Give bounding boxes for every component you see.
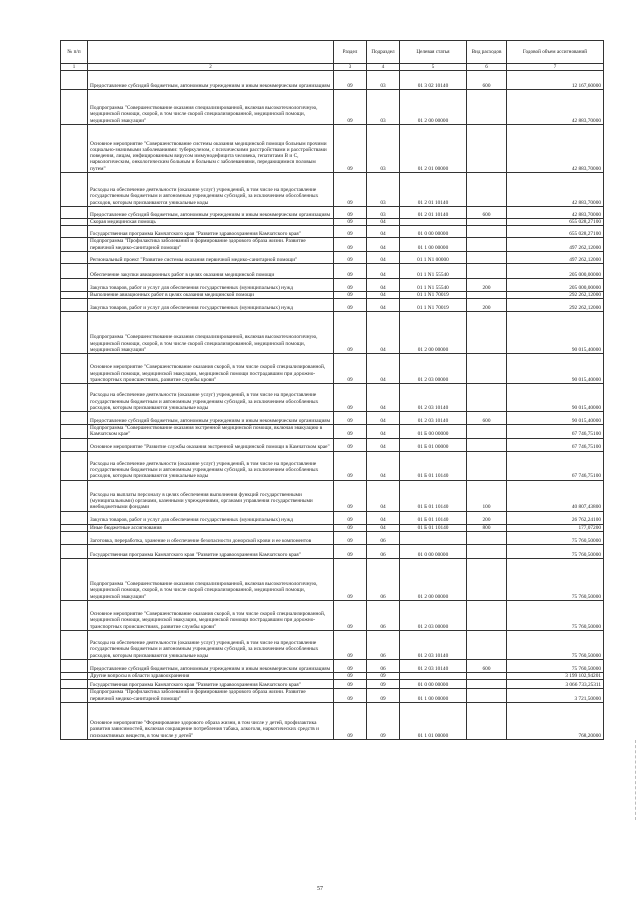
amount-value: 42 883,70000	[507, 173, 604, 207]
expense-type	[467, 291, 507, 298]
table-row	[61, 689, 604, 703]
table-row	[61, 299, 604, 312]
num-cell	[61, 673, 88, 680]
item-name: Основное мероприятие "Совершенствование системы оказания медицинской помощи больным прочими социально-значимыми заболеваниями: туберкулезом, с психическими расстройствами и расстройствами поведения, лицам, инфицированным вирусом иммунодефицита человека, гепатитами B и C, наркологическим, онкологическим больным и больным с заболеваниями, передающимися половым путем"	[88, 125, 334, 173]
amount-value: 75 760,50000	[507, 601, 604, 631]
table-row	[61, 173, 604, 207]
table-row	[61, 480, 604, 511]
expense-type: 200	[467, 278, 507, 291]
item-name: Обеспечение закупки авиационных работ в целях оказания медицинской помощи	[88, 263, 334, 278]
section-code: 09	[334, 354, 367, 384]
amount-value: 67 746,75100	[507, 425, 604, 439]
amount-value: 12 167,60000	[507, 71, 604, 90]
amount-value: 42 883,70000	[507, 125, 604, 173]
column-number: 1	[61, 64, 88, 71]
table-row	[61, 263, 604, 278]
table-row	[61, 532, 604, 545]
target-article: 01 Б 01 10140	[400, 524, 467, 531]
item-name: Основное мероприятие "Совершенствование оказания скорой, в том числе скорой специализированной, медицинской помощи, медицинской эвакуации, медицинской помощи пострадавшим при дорожно-транспортных происшествиях, развитие службы крови"	[88, 601, 334, 631]
item-name: Выполнение авиационных работ в целях оказания медицинской помощи	[88, 291, 334, 298]
target-article: 01 2 03 10140	[400, 660, 467, 673]
num-cell	[61, 312, 88, 354]
amount-value: 3 199 102,94201	[507, 673, 604, 680]
target-article: 01 Б 01 00000	[400, 438, 467, 451]
column-number: 7	[507, 64, 604, 71]
item-name: Закупка товаров, работ и услуг для обеспечения государственных (муниципальных) нужд	[88, 299, 334, 312]
target-article: 01 2 00 00000	[400, 90, 467, 125]
target-article: 01 2 03 10140	[400, 412, 467, 425]
num-cell	[61, 451, 88, 480]
num-cell	[61, 660, 88, 673]
amount-value: 67 746,75100	[507, 438, 604, 451]
expense-type	[467, 438, 507, 451]
section-code: 09	[334, 511, 367, 524]
column-number: 2	[88, 64, 334, 71]
section-code: 09	[334, 689, 367, 703]
expense-type	[467, 125, 507, 173]
num-cell	[61, 251, 88, 263]
item-name: Предоставление субсидий бюджетным, автономным учреждениям и иным некоммерческим организациям	[88, 660, 334, 673]
subsection-code: 04	[367, 438, 400, 451]
target-article	[400, 219, 467, 226]
subsection-code: 09	[367, 680, 400, 689]
num-cell	[61, 524, 88, 531]
item-name: Подпрограмма "Совершенствование оказания экстренной медицинской помощи, включая эвакуацию в Камчатском крае"	[88, 425, 334, 439]
item-name: Основное мероприятие "Развитие службы оказания экстренной медицинской помощи в Камчатском крае"	[88, 438, 334, 451]
table-row	[61, 384, 604, 412]
amount-value: 42 883,70000	[507, 90, 604, 125]
subsection-code: 06	[367, 660, 400, 673]
amount-value: 90 015,40000	[507, 312, 604, 354]
num-cell	[61, 631, 88, 660]
item-name: Основное мероприятие "Совершенствование оказания скорой, в том числе скорой специализированной, медицинской помощи, медицинской эвакуации, медицинской помощи пострадавшим при дорожно-транспортных происшествиях, развитие службы крови"	[88, 354, 334, 384]
subsection-code: 04	[367, 312, 400, 354]
expense-type	[467, 532, 507, 545]
expense-type	[467, 631, 507, 660]
subsection-code: 03	[367, 173, 400, 207]
expense-type	[467, 238, 507, 252]
section-code: 09	[334, 90, 367, 125]
target-article: 01 2 00 00000	[400, 559, 467, 601]
expense-type	[467, 251, 507, 263]
table-row	[61, 90, 604, 125]
item-name: Подпрограмма "Профилактика заболеваний и формирование здорового образа жизни. Развитие первичной медико-санитарной помощи"	[88, 238, 334, 252]
expense-type	[467, 425, 507, 439]
num-cell	[61, 354, 88, 384]
item-name: Государственная программа Камчатского края "Развитие здравоохранения Камчатского края"	[88, 226, 334, 238]
target-article	[400, 532, 467, 545]
amount-value: 655 028,27100	[507, 219, 604, 226]
expense-type	[467, 680, 507, 689]
section-code: 09	[334, 173, 367, 207]
expense-type	[467, 702, 507, 739]
num-cell	[61, 278, 88, 291]
subsection-code: 03	[367, 125, 400, 173]
num-cell	[61, 702, 88, 739]
item-name: Другие вопросы в области здравоохранения	[88, 673, 334, 680]
target-article	[400, 673, 467, 680]
amount-value: 75 760,50000	[507, 559, 604, 601]
item-name: Государственная программа Камчатского края "Развитие здравоохранения Камчатского края"	[88, 680, 334, 689]
subsection-code: 03	[367, 207, 400, 219]
column-number: 3	[334, 64, 367, 71]
subsection-code: 06	[367, 532, 400, 545]
expense-type: 200	[467, 299, 507, 312]
expense-type	[467, 226, 507, 238]
num-cell	[61, 299, 88, 312]
expense-type	[467, 451, 507, 480]
amount-value: 177,07200	[507, 524, 604, 531]
header-subsection: Подраздел	[367, 41, 400, 64]
num-cell	[61, 71, 88, 90]
num-cell	[61, 412, 88, 425]
section-code: 09	[334, 425, 367, 439]
subsection-code: 04	[367, 238, 400, 252]
header-section: Раздел	[334, 41, 367, 64]
amount-value: 75 760,50000	[507, 660, 604, 673]
section-code: 09	[334, 251, 367, 263]
amount-value: 90 015,40000	[507, 384, 604, 412]
amount-value: 75 760,50000	[507, 545, 604, 559]
subsection-code: 04	[367, 451, 400, 480]
num-cell	[61, 291, 88, 298]
target-article: 01 0 00 00000	[400, 680, 467, 689]
subsection-code: 09	[367, 702, 400, 739]
num-cell	[61, 238, 88, 252]
item-name: Подпрограмма "Совершенствование оказания специализированной, включая высокотехнологичную, медицинской помощи, скорой, в том числе скорой специализированной, медицинской помощи, медицинской эвакуации"	[88, 559, 334, 601]
header-name	[88, 41, 334, 64]
subsection-code: 09	[367, 689, 400, 703]
num-cell	[61, 689, 88, 703]
num-cell	[61, 384, 88, 412]
target-article: 01 2 01 10140	[400, 173, 467, 207]
section-code: 09	[334, 278, 367, 291]
target-article: 01 1 N1 70019	[400, 291, 467, 298]
scan-edge-mark	[634, 740, 636, 820]
amount-value: 497 262,12000	[507, 251, 604, 263]
table-row	[61, 660, 604, 673]
header-exptype: Вид расходов	[467, 41, 507, 64]
expense-type: 200	[467, 511, 507, 524]
expense-type: 600	[467, 71, 507, 90]
expense-type	[467, 559, 507, 601]
target-article: 01 2 03 00000	[400, 601, 467, 631]
table-row	[61, 354, 604, 384]
header-num: № п/п	[61, 41, 88, 64]
num-cell	[61, 173, 88, 207]
expense-type: 100	[467, 480, 507, 511]
target-article: 01 Б 01 10140	[400, 480, 467, 511]
target-article: 01 1 N1 55540	[400, 263, 467, 278]
target-article: 01 2 01 00000	[400, 125, 467, 173]
subsection-code: 06	[367, 559, 400, 601]
item-name: Расходы на обеспечение деятельности (оказание услуг) учреждений, в том числе на предоставление государственным бюджетным и автономным учреждениям субсидий, за исключением обособленных расходов, которым присваиваются уникальные коды	[88, 384, 334, 412]
subsection-code: 06	[367, 631, 400, 660]
section-code: 09	[334, 71, 367, 90]
amount-value: 292 262,12000	[507, 299, 604, 312]
subsection-code: 04	[367, 219, 400, 226]
target-article: 01 1 N1 70019	[400, 299, 467, 312]
table-row	[61, 524, 604, 531]
table-body	[61, 71, 604, 740]
subsection-code: 04	[367, 354, 400, 384]
column-number: 6	[467, 64, 507, 71]
target-article: 01 1 N1 55540	[400, 278, 467, 291]
subsection-code: 03	[367, 71, 400, 90]
num-cell	[61, 545, 88, 559]
section-code: 09	[334, 559, 367, 601]
table-row	[61, 125, 604, 173]
subsection-code: 04	[367, 226, 400, 238]
expense-type	[467, 601, 507, 631]
item-name: Скорая медицинская помощь	[88, 219, 334, 226]
amount-value: 3 721,50000	[507, 689, 604, 703]
num-cell	[61, 90, 88, 125]
table-row	[61, 545, 604, 559]
amount-value: 90 015,40000	[507, 412, 604, 425]
expense-type: 600	[467, 207, 507, 219]
table-row	[61, 559, 604, 601]
target-article: 01 1 00 00000	[400, 238, 467, 252]
section-code: 09	[334, 601, 367, 631]
target-article: 01 3 02 10140	[400, 71, 467, 90]
item-name: Предоставление субсидий бюджетным, автономным учреждениям и иным некоммерческим организациям	[88, 71, 334, 90]
num-cell	[61, 263, 88, 278]
section-code: 09	[334, 524, 367, 531]
amount-value: 205 000,00000	[507, 278, 604, 291]
target-article: 01 Б 00 00000	[400, 425, 467, 439]
header-target: Целевая статья	[400, 41, 467, 64]
subsection-code: 04	[367, 511, 400, 524]
amount-value: 497 262,12000	[507, 238, 604, 252]
column-number: 4	[367, 64, 400, 71]
section-code: 09	[334, 673, 367, 680]
section-code: 09	[334, 451, 367, 480]
table-row	[61, 219, 604, 226]
budget-table	[60, 40, 604, 740]
item-name: Предоставление субсидий бюджетным, автономным учреждениям и иным некоммерческим организациям	[88, 412, 334, 425]
subsection-code: 04	[367, 263, 400, 278]
amount-value: 3 066 733,25311	[507, 680, 604, 689]
table-row	[61, 451, 604, 480]
table-row	[61, 412, 604, 425]
expense-type	[467, 689, 507, 703]
item-name: Расходы на обеспечение деятельности (оказание услуг) учреждений, в том числе на предоставление государственным бюджетным и автономным учреждениям субсидий, за исключением обособленных расходов, которым присваиваются уникальные коды	[88, 451, 334, 480]
num-cell	[61, 532, 88, 545]
item-name: Подпрограмма "Профилактика заболеваний и формирование здорового образа жизни. Развитие первичной медико-санитарной помощи"	[88, 689, 334, 703]
num-cell	[61, 425, 88, 439]
expense-type: 600	[467, 412, 507, 425]
expense-type: 800	[467, 524, 507, 531]
header-row	[61, 41, 604, 64]
target-article: 01 2 03 00000	[400, 354, 467, 384]
num-cell	[61, 480, 88, 511]
subsection-code: 09	[367, 673, 400, 680]
target-article: 01 Б 01 10140	[400, 451, 467, 480]
item-name: Региональный проект "Развитие системы оказания первичной медико-санитарной помощи"	[88, 251, 334, 263]
section-code: 09	[334, 660, 367, 673]
subsection-code: 04	[367, 278, 400, 291]
amount-value: 26 762,24100	[507, 511, 604, 524]
num-cell	[61, 438, 88, 451]
expense-type	[467, 354, 507, 384]
column-number: 5	[400, 64, 467, 71]
section-code: 09	[334, 226, 367, 238]
target-article: 01 0 00 00000	[400, 226, 467, 238]
section-code: 09	[334, 125, 367, 173]
section-code: 09	[334, 207, 367, 219]
page-number: 57	[317, 886, 323, 892]
subsection-code: 06	[367, 545, 400, 559]
table-row	[61, 251, 604, 263]
item-name: Государственная программа Камчатского края "Развитие здравоохранения Камчатского края"	[88, 545, 334, 559]
amount-value: 655 028,27100	[507, 226, 604, 238]
table-row	[61, 702, 604, 739]
section-code: 09	[334, 702, 367, 739]
target-article: 01 Б 01 10140	[400, 511, 467, 524]
section-code: 09	[334, 291, 367, 298]
subsection-code: 04	[367, 291, 400, 298]
amount-value: 75 760,50000	[507, 532, 604, 545]
target-article: 01 2 03 10140	[400, 384, 467, 412]
num-cell	[61, 680, 88, 689]
table-row	[61, 278, 604, 291]
num-cell	[61, 219, 88, 226]
section-code: 09	[334, 680, 367, 689]
table-row	[61, 631, 604, 660]
amount-value: 40 807,43800	[507, 480, 604, 511]
expense-type	[467, 673, 507, 680]
section-code: 09	[334, 631, 367, 660]
expense-type	[467, 263, 507, 278]
amount-value: 205 000,00000	[507, 263, 604, 278]
item-name: Заготовка, переработка, хранение и обеспечение безопасности донорской крови и ее компонентов	[88, 532, 334, 545]
item-name: Закупка товаров, работ и услуг для обеспечения государственных (муниципальных) нужд	[88, 511, 334, 524]
num-cell	[61, 125, 88, 173]
item-name: Расходы на выплаты персоналу в целях обеспечения выполнения функций государственными (муниципальными) органами, казенными учреждениями, органами управления государственными внебюджетными фондами	[88, 480, 334, 511]
item-name: Основное мероприятие "Формирование здорового образа жизни, в том числе у детей, профилактика развития зависимостей, включая сокращение потребления табака, алкоголя, наркотических средств и психоактивных веществ, в том числе у детей"	[88, 702, 334, 739]
expense-type: 600	[467, 660, 507, 673]
num-cell	[61, 559, 88, 601]
expense-type	[467, 312, 507, 354]
table-row	[61, 601, 604, 631]
num-cell	[61, 207, 88, 219]
num-cell	[61, 226, 88, 238]
section-code: 09	[334, 412, 367, 425]
amount-value: 75 760,50000	[507, 631, 604, 660]
amount-value: 42 883,70000	[507, 207, 604, 219]
expense-type	[467, 384, 507, 412]
item-name: Закупка товаров, работ и услуг для обеспечения государственных (муниципальных) нужд	[88, 278, 334, 291]
table-row	[61, 673, 604, 680]
amount-value: 67 746,75100	[507, 451, 604, 480]
table-row	[61, 511, 604, 524]
expense-type	[467, 219, 507, 226]
expense-type	[467, 90, 507, 125]
section-code: 09	[334, 219, 367, 226]
subsection-code: 04	[367, 251, 400, 263]
item-name: Подпрограмма "Совершенствование оказания специализированной, включая высокотехнологичную, медицинской помощи, скорой, в том числе скорой специализированной, медицинской помощи, медицинской эвакуации"	[88, 90, 334, 125]
table-row	[61, 438, 604, 451]
num-cell	[61, 511, 88, 524]
expense-type	[467, 173, 507, 207]
table-row	[61, 680, 604, 689]
num-cell	[61, 601, 88, 631]
subsection-code: 04	[367, 480, 400, 511]
item-name: Расходы на обеспечение деятельности (оказание услуг) учреждений, в том числе на предоставление государственным бюджетным и автономным учреждениям субсидий, за исключением обособленных расходов, которым присваиваются уникальные коды	[88, 631, 334, 660]
item-name: Расходы на обеспечение деятельности (оказание услуг) учреждений, в том числе на предоставление государственным бюджетным и автономным учреждениям субсидий, за исключением обособленных расходов, которым присваиваются уникальные коды	[88, 173, 334, 207]
section-code: 09	[334, 238, 367, 252]
subsection-code: 04	[367, 384, 400, 412]
subsection-code: 03	[367, 90, 400, 125]
target-article: 01 1 N1 00000	[400, 251, 467, 263]
section-code: 09	[334, 545, 367, 559]
table-row	[61, 291, 604, 298]
section-code: 09	[334, 384, 367, 412]
table-row	[61, 207, 604, 219]
section-code: 09	[334, 438, 367, 451]
table-row	[61, 312, 604, 354]
item-name: Предоставление субсидий бюджетным, автономным учреждениям и иным некоммерческим организациям	[88, 207, 334, 219]
header-amount: Годовой объем ассигнований	[507, 41, 604, 64]
section-code: 09	[334, 312, 367, 354]
subsection-code: 06	[367, 601, 400, 631]
target-article: 01 0 00 00000	[400, 545, 467, 559]
table-row	[61, 425, 604, 439]
amount-value: 292 262,12000	[507, 291, 604, 298]
item-name: Подпрограмма "Совершенствование оказания специализированной, включая высокотехнологичную, медицинской помощи, скорой, в том числе скорой специализированной, медицинской помощи, медицинской эвакуации"	[88, 312, 334, 354]
target-article: 01 1 00 00000	[400, 689, 467, 703]
section-code: 09	[334, 532, 367, 545]
expense-type	[467, 545, 507, 559]
target-article: 01 2 00 00000	[400, 312, 467, 354]
subsection-code: 04	[367, 299, 400, 312]
table-row	[61, 71, 604, 90]
column-number-row	[61, 64, 604, 71]
amount-value: 768,20000	[507, 702, 604, 739]
subsection-code: 04	[367, 425, 400, 439]
section-code: 09	[334, 480, 367, 511]
table-row	[61, 238, 604, 252]
target-article: 01 2 01 10140	[400, 207, 467, 219]
section-code: 09	[334, 263, 367, 278]
item-name: Иные бюджетные ассигнования	[88, 524, 334, 531]
table-row	[61, 226, 604, 238]
target-article: 01 1 01 00000	[400, 702, 467, 739]
section-code: 09	[334, 299, 367, 312]
subsection-code: 04	[367, 412, 400, 425]
target-article: 01 2 03 10140	[400, 631, 467, 660]
subsection-code: 04	[367, 524, 400, 531]
amount-value: 90 015,40000	[507, 354, 604, 384]
